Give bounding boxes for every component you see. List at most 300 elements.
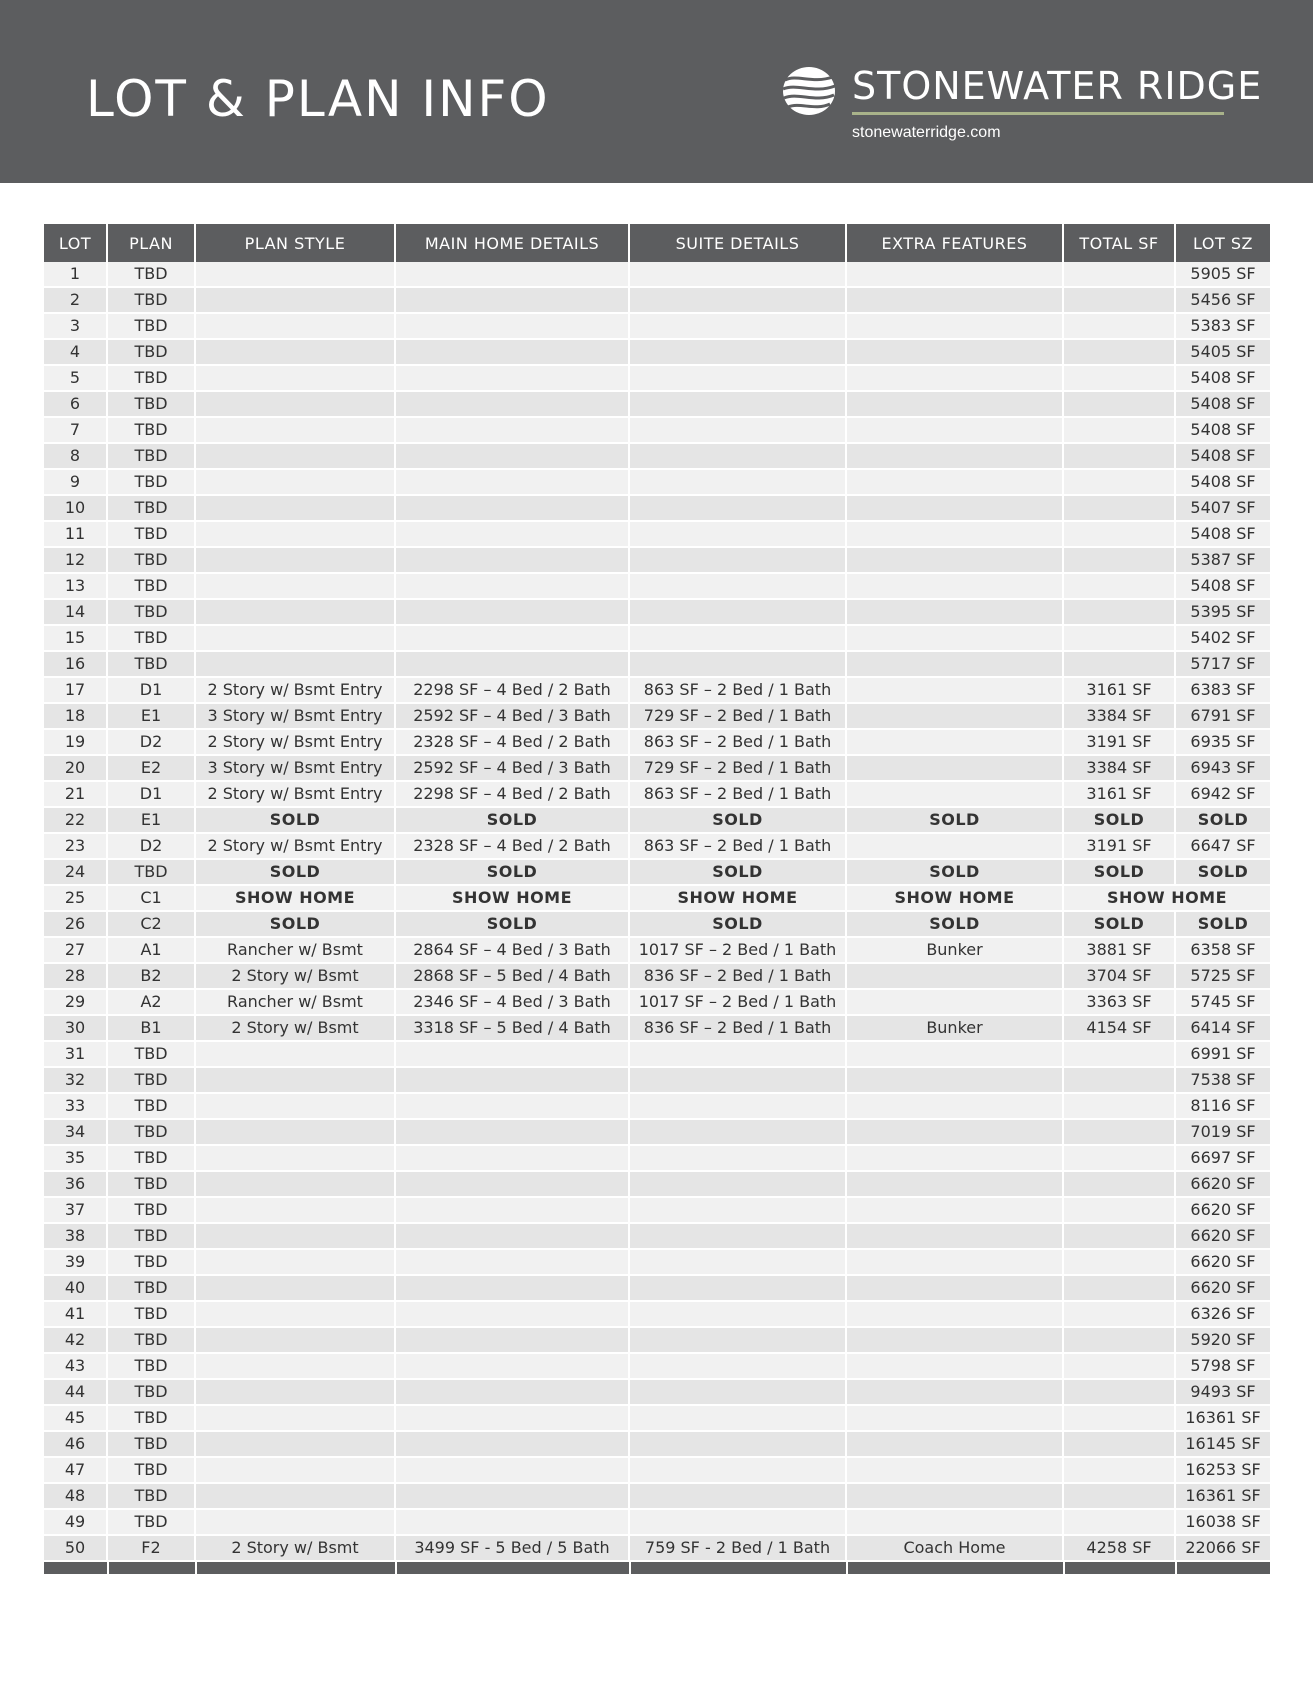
cell-plan-style [195,1249,395,1275]
cell-suite-details [629,391,846,417]
cell-total-sf: 3191 SF [1063,729,1175,755]
cell-extra-features [846,755,1063,781]
cell-lot: 40 [44,1275,107,1301]
cell-suite-details [629,1171,846,1197]
cell-plan-style [195,1171,395,1197]
column-header-main-home-details: MAIN HOME DETAILS [395,224,629,262]
table-row [44,807,1270,833]
cell-extra-features [846,1119,1063,1145]
lot-plan-table [44,224,1270,1562]
table-row [44,833,1270,859]
cell-main-home-details: 2328 SF – 4 Bed / 2 Bath [395,833,629,859]
cell-main-home-details [395,1275,629,1301]
cell-extra-features [846,599,1063,625]
cell-lot: 8 [44,443,107,469]
table-row [44,313,1270,339]
cell-total-sf-status: SOLD [1063,859,1175,885]
cell-total-sf [1063,521,1175,547]
cell-plan-style: 3 Story w/ Bsmt Entry [195,703,395,729]
table-row [44,1353,1270,1379]
cell-plan: A2 [107,989,195,1015]
cell-lot: 46 [44,1431,107,1457]
cell-plan: TBD [107,1067,195,1093]
cell-lot: 35 [44,1145,107,1171]
cell-main-home-details-status: SHOW HOME [395,885,629,911]
lot-table-container [44,224,1270,1574]
cell-lot: 50 [44,1535,107,1561]
cell-suite-details [629,1119,846,1145]
cell-lot: 17 [44,677,107,703]
cell-lot: 30 [44,1015,107,1041]
cell-main-home-details [395,469,629,495]
table-row [44,1145,1270,1171]
cell-plan-style [195,1093,395,1119]
cell-lot-size: 5725 SF [1175,963,1270,989]
cell-lot-size: 22066 SF [1175,1535,1270,1561]
cell-total-sf-status: SOLD [1063,807,1175,833]
cell-lot: 3 [44,313,107,339]
cell-plan: E1 [107,703,195,729]
cell-plan: TBD [107,1197,195,1223]
cell-lot: 27 [44,937,107,963]
cell-main-home-details [395,547,629,573]
cell-plan: TBD [107,1431,195,1457]
cell-plan: TBD [107,625,195,651]
cell-total-sf [1063,287,1175,313]
cell-main-home-details [395,521,629,547]
cell-main-home-details [395,1483,629,1509]
cell-suite-details [629,1509,846,1535]
cell-lot-size: 6326 SF [1175,1301,1270,1327]
cell-main-home-details [395,625,629,651]
cell-main-home-details [395,599,629,625]
cell-suite-details-status: SOLD [629,859,846,885]
cell-extra-features [846,625,1063,651]
cell-plan: TBD [107,651,195,677]
cell-total-sf [1063,469,1175,495]
cell-lot: 36 [44,1171,107,1197]
cell-plan-style: 2 Story w/ Bsmt [195,963,395,989]
cell-plan: TBD [107,1171,195,1197]
cell-lot-size: 5408 SF [1175,391,1270,417]
cell-plan-style [195,625,395,651]
cell-plan-style-status: SOLD [195,911,395,937]
cell-total-sf [1063,599,1175,625]
cell-suite-details [629,547,846,573]
column-header-extra-features: EXTRA FEATURES [846,224,1063,262]
column-header-suite-details: SUITE DETAILS [629,224,846,262]
cell-main-home-details [395,1249,629,1275]
cell-suite-details: 836 SF – 2 Bed / 1 Bath [629,963,846,989]
cell-extra-features [846,391,1063,417]
cell-lot-size: 5408 SF [1175,417,1270,443]
cell-plan: D2 [107,833,195,859]
cell-lot-size: 6620 SF [1175,1249,1270,1275]
cell-plan-style [195,651,395,677]
table-row [44,651,1270,677]
cell-extra-features [846,469,1063,495]
cell-suite-details [629,1483,846,1509]
cell-plan-style [195,417,395,443]
cell-lot: 28 [44,963,107,989]
cell-plan: TBD [107,1119,195,1145]
cell-lot: 13 [44,573,107,599]
cell-main-home-details [395,1067,629,1093]
cell-extra-features [846,521,1063,547]
table-row [44,1535,1270,1561]
cell-suite-details: 729 SF – 2 Bed / 1 Bath [629,703,846,729]
cell-plan: TBD [107,1275,195,1301]
cell-lot-size: 5745 SF [1175,989,1270,1015]
cell-total-sf [1063,495,1175,521]
cell-lot-size: 5408 SF [1175,573,1270,599]
cell-suite-details [629,287,846,313]
cell-suite-details: 836 SF – 2 Bed / 1 Bath [629,1015,846,1041]
table-row [44,365,1270,391]
cell-lot-size: 16361 SF [1175,1405,1270,1431]
cell-plan-style: 2 Story w/ Bsmt Entry [195,677,395,703]
table-row [44,781,1270,807]
cell-plan-style [195,262,395,287]
cell-lot: 22 [44,807,107,833]
cell-plan-style [195,1457,395,1483]
table-row [44,1197,1270,1223]
table-row [44,1041,1270,1067]
cell-lot: 1 [44,262,107,287]
cell-lot: 9 [44,469,107,495]
cell-suite-details: 863 SF – 2 Bed / 1 Bath [629,729,846,755]
table-row [44,1249,1270,1275]
cell-plan: TBD [107,573,195,599]
table-row [44,1015,1270,1041]
cell-main-home-details [395,1379,629,1405]
column-header-plan-style: PLAN STYLE [195,224,395,262]
stone-logo-icon [782,66,836,116]
table-row [44,1379,1270,1405]
cell-main-home-details [395,495,629,521]
cell-extra-features [846,833,1063,859]
cell-lot: 43 [44,1353,107,1379]
cell-plan: TBD [107,1223,195,1249]
cell-plan: E1 [107,807,195,833]
cell-suite-details [629,1275,846,1301]
table-row [44,573,1270,599]
cell-plan-style [195,365,395,391]
cell-plan: TBD [107,495,195,521]
cell-extra-features [846,287,1063,313]
cell-suite-details [629,1093,846,1119]
cell-main-home-details [395,1457,629,1483]
cell-plan: A1 [107,937,195,963]
cell-plan: B2 [107,963,195,989]
cell-extra-features [846,547,1063,573]
table-row [44,1275,1270,1301]
cell-main-home-details [395,1405,629,1431]
brand-url: stonewaterridge.com [852,124,1001,141]
cell-main-home-details [395,1197,629,1223]
cell-suite-details [629,1223,846,1249]
cell-extra-features [846,417,1063,443]
cell-lot: 39 [44,1249,107,1275]
cell-plan-style [195,573,395,599]
cell-extra-features [846,1093,1063,1119]
cell-lot: 20 [44,755,107,781]
cell-plan-style: 3 Story w/ Bsmt Entry [195,755,395,781]
cell-main-home-details [395,339,629,365]
cell-lot-size: 6620 SF [1175,1275,1270,1301]
table-row [44,1067,1270,1093]
cell-lot-size: 6942 SF [1175,781,1270,807]
cell-extra-features [846,1379,1063,1405]
cell-main-home-details [395,262,629,287]
cell-lot-size: 5717 SF [1175,651,1270,677]
cell-extra-features [846,1223,1063,1249]
cell-extra-features [846,365,1063,391]
cell-total-sf [1063,1197,1175,1223]
cell-plan-style-status: SOLD [195,807,395,833]
cell-total-sf [1063,1405,1175,1431]
cell-plan: TBD [107,391,195,417]
cell-plan-style [195,1301,395,1327]
cell-lot-size: 9493 SF [1175,1379,1270,1405]
cell-extra-features [846,1301,1063,1327]
cell-plan-style [195,1405,395,1431]
cell-main-home-details-status: SOLD [395,859,629,885]
cell-lot: 45 [44,1405,107,1431]
cell-total-sf [1063,391,1175,417]
cell-plan-style [195,313,395,339]
cell-plan: TBD [107,599,195,625]
cell-plan-style [195,599,395,625]
cell-suite-details: 759 SF - 2 Bed / 1 Bath [629,1535,846,1561]
cell-plan: B1 [107,1015,195,1041]
cell-plan-style: 2 Story w/ Bsmt Entry [195,729,395,755]
cell-total-sf [1063,625,1175,651]
cell-lot: 25 [44,885,107,911]
cell-extra-features [846,651,1063,677]
cell-lot: 29 [44,989,107,1015]
cell-lot-size: 8116 SF [1175,1093,1270,1119]
cell-suite-details [629,417,846,443]
cell-plan: TBD [107,521,195,547]
table-row [44,599,1270,625]
cell-lot-size: 6943 SF [1175,755,1270,781]
cell-extra-features [846,703,1063,729]
cell-lot: 12 [44,547,107,573]
cell-lot-size: 5395 SF [1175,599,1270,625]
cell-lot-size: 5383 SF [1175,313,1270,339]
cell-total-sf [1063,1119,1175,1145]
cell-extra-features [846,573,1063,599]
cell-extra-features [846,313,1063,339]
cell-extra-features [846,1327,1063,1353]
cell-total-sf [1063,1457,1175,1483]
cell-main-home-details [395,1353,629,1379]
cell-total-sf [1063,1145,1175,1171]
cell-plan: TBD [107,313,195,339]
cell-main-home-details-status: SOLD [395,911,629,937]
table-row [44,1119,1270,1145]
cell-plan-style: 2 Story w/ Bsmt [195,1535,395,1561]
cell-plan: TBD [107,443,195,469]
cell-plan: C1 [107,885,195,911]
cell-plan: TBD [107,365,195,391]
cell-lot: 14 [44,599,107,625]
cell-plan-style [195,1353,395,1379]
cell-lot-size: 6414 SF [1175,1015,1270,1041]
cell-plan: TBD [107,262,195,287]
cell-lot-size: 6620 SF [1175,1223,1270,1249]
cell-plan: E2 [107,755,195,781]
table-row [44,989,1270,1015]
table-row [44,911,1270,937]
cell-lot-size: 5402 SF [1175,625,1270,651]
cell-plan-style [195,1379,395,1405]
cell-plan: TBD [107,1405,195,1431]
cell-suite-details [629,1405,846,1431]
cell-suite-details: 1017 SF – 2 Bed / 1 Bath [629,937,846,963]
table-row [44,625,1270,651]
cell-suite-details-status: SOLD [629,807,846,833]
cell-lot-size: 5920 SF [1175,1327,1270,1353]
table-row [44,1457,1270,1483]
cell-plan-style: Rancher w/ Bsmt [195,937,395,963]
cell-total-sf: 3363 SF [1063,989,1175,1015]
cell-lot-size: 5408 SF [1175,521,1270,547]
table-row [44,885,1270,911]
cell-main-home-details [395,651,629,677]
table-row [44,1431,1270,1457]
cell-plan: F2 [107,1535,195,1561]
column-header-lot-size: LOT SZ [1175,224,1270,262]
cell-total-sf [1063,1301,1175,1327]
cell-total-sf [1063,651,1175,677]
cell-extra-features [846,1275,1063,1301]
cell-lot: 19 [44,729,107,755]
page-header [0,0,1313,183]
cell-plan-style: Rancher w/ Bsmt [195,989,395,1015]
cell-extra-features-status: SOLD [846,911,1063,937]
cell-extra-features-status: SHOW HOME [846,885,1063,911]
cell-main-home-details [395,1171,629,1197]
cell-lot-size: 6620 SF [1175,1197,1270,1223]
cell-plan-style [195,1509,395,1535]
cell-total-sf: 3384 SF [1063,703,1175,729]
cell-extra-features [846,262,1063,287]
cell-total-sf: 4154 SF [1063,1015,1175,1041]
table-row [44,937,1270,963]
cell-plan-style [195,1197,395,1223]
cell-total-sf [1063,1275,1175,1301]
cell-extra-features [846,963,1063,989]
cell-lot: 6 [44,391,107,417]
cell-extra-features-status: SOLD [846,807,1063,833]
cell-total-sf [1063,1223,1175,1249]
table-row [44,443,1270,469]
table-row [44,417,1270,443]
cell-total-sf: 4258 SF [1063,1535,1175,1561]
cell-suite-details [629,443,846,469]
cell-main-home-details [395,1093,629,1119]
cell-main-home-details: 2346 SF – 4 Bed / 3 Bath [395,989,629,1015]
table-row [44,1171,1270,1197]
cell-lot: 7 [44,417,107,443]
cell-suite-details-status: SHOW HOME [629,885,846,911]
cell-extra-features [846,339,1063,365]
cell-total-and-lot-size-status: SHOW HOME [1063,885,1270,911]
cell-lot: 47 [44,1457,107,1483]
cell-suite-details [629,573,846,599]
cell-lot: 16 [44,651,107,677]
cell-extra-features [846,1483,1063,1509]
cell-plan: TBD [107,1041,195,1067]
table-row [44,677,1270,703]
cell-lot: 15 [44,625,107,651]
cell-total-sf [1063,365,1175,391]
cell-main-home-details [395,1223,629,1249]
cell-extra-features [846,1457,1063,1483]
cell-extra-features [846,1171,1063,1197]
cell-extra-features: Bunker [846,937,1063,963]
brand-name: STONEWATER RIDGE [852,64,1263,108]
table-row [44,391,1270,417]
cell-lot-size: 16038 SF [1175,1509,1270,1535]
cell-lot: 24 [44,859,107,885]
cell-total-sf [1063,1093,1175,1119]
cell-plan: D1 [107,781,195,807]
cell-lot-size: 16145 SF [1175,1431,1270,1457]
cell-extra-features [846,1067,1063,1093]
cell-main-home-details-status: SOLD [395,807,629,833]
cell-extra-features-status: SOLD [846,859,1063,885]
cell-extra-features [846,495,1063,521]
cell-lot-size: 6383 SF [1175,677,1270,703]
table-row [44,339,1270,365]
cell-total-sf [1063,443,1175,469]
cell-total-sf [1063,313,1175,339]
cell-plan-style [195,443,395,469]
cell-lot: 32 [44,1067,107,1093]
cell-plan-style [195,391,395,417]
column-header-lot: LOT [44,224,107,262]
cell-extra-features [846,443,1063,469]
cell-lot: 49 [44,1509,107,1535]
cell-suite-details [629,1301,846,1327]
cell-plan: TBD [107,1093,195,1119]
cell-main-home-details: 3318 SF – 5 Bed / 4 Bath [395,1015,629,1041]
cell-lot-size-status: SOLD [1175,859,1270,885]
cell-total-sf: 3384 SF [1063,755,1175,781]
cell-plan-style [195,469,395,495]
cell-plan-style: 2 Story w/ Bsmt Entry [195,781,395,807]
cell-main-home-details: 2592 SF – 4 Bed / 3 Bath [395,703,629,729]
cell-plan-style [195,1145,395,1171]
cell-lot-size: 5408 SF [1175,365,1270,391]
cell-lot: 33 [44,1093,107,1119]
cell-suite-details [629,625,846,651]
column-header-plan: PLAN [107,224,195,262]
cell-plan: D2 [107,729,195,755]
cell-plan: TBD [107,1509,195,1535]
cell-lot: 42 [44,1327,107,1353]
cell-lot-size: 16253 SF [1175,1457,1270,1483]
cell-main-home-details [395,1509,629,1535]
cell-plan-style [195,1327,395,1353]
cell-total-sf: 3191 SF [1063,833,1175,859]
cell-lot-size: 6791 SF [1175,703,1270,729]
cell-lot: 31 [44,1041,107,1067]
cell-main-home-details: 2592 SF – 4 Bed / 3 Bath [395,755,629,781]
